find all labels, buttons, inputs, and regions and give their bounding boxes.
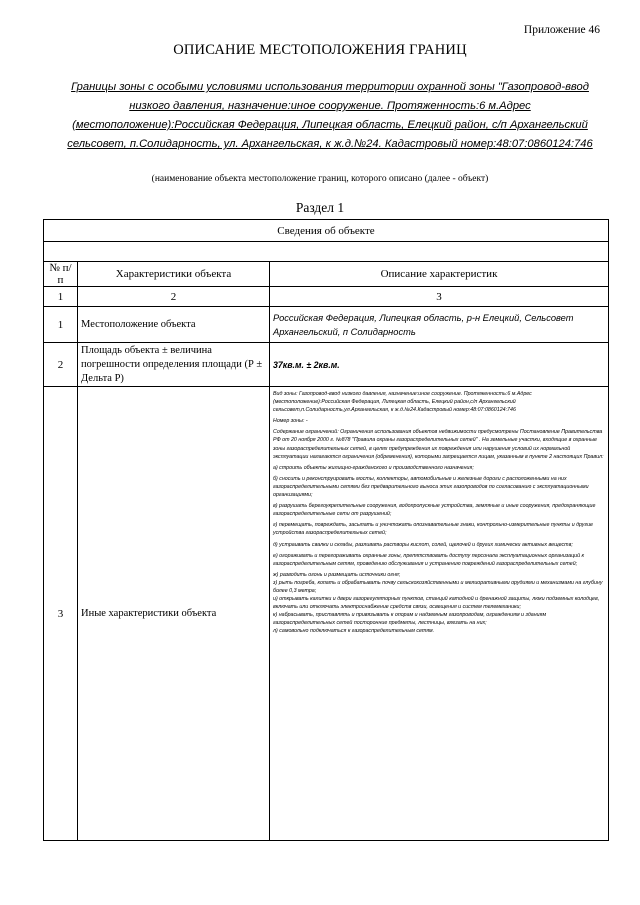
table-row bbox=[44, 343, 609, 387]
restriction-paragraph: а) строить объекты жилищно-гражданского и производственного назначения; bbox=[273, 464, 474, 471]
col-number-2: 2 bbox=[78, 287, 270, 307]
section-title: Раздел 1 bbox=[295, 200, 345, 215]
row-number: 2 bbox=[44, 343, 78, 387]
table-row bbox=[44, 307, 609, 343]
appendix-label: Приложение 46 bbox=[523, 24, 600, 36]
restriction-paragraph: е) огораживать и перегораживать охранные зоны, препятствовать доступу персонала эксплуатационных организаций к газораспределительным сетям, проведению обслуживания и устранению повреждений газораспределительных сетей; bbox=[273, 552, 585, 567]
restriction-paragraph: в) разрушать берегоукрепительные сооружения, водопропускные устройства, земляные и иные сооружения, предохраняющие газораспределительные сети от разрушений; bbox=[273, 503, 596, 518]
row-value: 37кв.м. ± 2кв.м. bbox=[270, 343, 609, 387]
restriction-paragraph: г) перемещать, повреждать, засыпать и уничтожать опознавательные знаки, контрольно-измерительные пункты и другие устройства газораспределительных сетей; bbox=[273, 522, 593, 537]
row-number: 1 bbox=[44, 307, 78, 343]
row-name: Местоположение объекта bbox=[78, 307, 270, 343]
col-number-3: 3 bbox=[270, 287, 609, 307]
row-name: Площадь объекта ± величина погрешности определения площади (Р ± Дельта Р) bbox=[78, 343, 270, 387]
restriction-paragraph: б) сносить и реконструировать мосты, коллекторы, автомобильные и железные дороги с расположенными на них газораспределительными сетями без предварительного выноса этих газопроводов по согласованию с эксплуатационными организациями; bbox=[273, 475, 589, 499]
restriction-paragraph: Номер зоны: - bbox=[273, 418, 308, 425]
row-name: Иные характеристики объекта bbox=[78, 387, 270, 841]
empty-row bbox=[44, 242, 609, 262]
restriction-paragraph: Содержание ограничений: Ограничения использования объектов недвижимости предусмотрены Постановление Правительства РФ от 20 ноября 2000 г. №878 "Правила охраны газораспределительных сетей" . На земельные участки, входящие в охранные зоны газораспределительных сетей, в целях предупреждения их повреждения или нарушения условий их нормальной эксплуатации налагаются ограничения (обременения), которыми запрещается лицам, указанным в пункте 2 настоящих Правил: bbox=[273, 429, 604, 460]
document-title: ОПИСАНИЕ МЕСТОПОЛОЖЕНИЯ ГРАНИЦ bbox=[173, 42, 467, 58]
other-characteristics bbox=[270, 387, 609, 841]
restriction-paragraph: Вид зоны: Газопровод-ввод низкого давления, назначение:иное сооружение. Протяженность:6 м.Адрес (местоположение):Российская Федерация, Липецкая область, Елецкий район,с/п Архангельский сельсовет,п.Солидарность,ул.Архангельская, к ж.д.№24.Кадастровый номер:48:07:0860124:746 bbox=[273, 391, 532, 414]
row-number: 3 bbox=[44, 387, 78, 841]
col-header-characteristics: Характеристики объекта bbox=[78, 262, 270, 287]
row-value: Российская Федерация, Липецкая область, р-н Елецкий, Сельсовет Архангельский, п Солидарность bbox=[270, 307, 609, 343]
col-header-description: Описание характеристик bbox=[270, 262, 609, 287]
restriction-line: к) набрасывать, приставлять и привязывать к опорам и надземным газопроводам, ограждениям и зданиям газораспределительных сетей посторонние предметы, лестницы, влезать на них; bbox=[273, 612, 547, 627]
restriction-paragraph: д) устраивать свалки и склады, разливать растворы кислот, солей, щелочей и других химически активных веществ; bbox=[273, 541, 573, 548]
restriction-line: и) открывать калитки и двери газорегуляторных пунктов, станций катодной и дренажной защиты, люки подземных колодцев, включать или отключать электроснабжение средств связи, освещения и систем телемеханики; bbox=[273, 596, 600, 611]
object-caption: (наименование объекта местоположение границ, которого описано (далее - объект) bbox=[151, 174, 489, 184]
zone-description: Границы зоны с особыми условиями использования территории охранной зоны "Газопровод-ввод низкого давления, назначение:иное сооружение. Протяженность:6 м.Адрес (местоположение):Российская Федерация, Липецкая область, Елецкий район, с/п Архангельский сельсовет, п.Солидарность, ул. Архангельская, к ж.д.№24. Кадастровый номер:48:07:0860124:746 bbox=[67, 81, 593, 150]
restriction-paragraph: ж) разводить огонь и размещать источники огня; bbox=[273, 571, 401, 578]
col-header-num: № п/п bbox=[44, 262, 78, 287]
restriction-line: л) самовольно подключаться к газораспределительным сетям. bbox=[273, 628, 435, 635]
col-number-1: 1 bbox=[44, 287, 78, 307]
table-row bbox=[44, 387, 609, 841]
table-title: Сведения об объекте bbox=[44, 220, 609, 242]
object-info-table bbox=[43, 219, 609, 841]
restriction-line: з) рыть погреба, копать и обрабатывать почву сельскохозяйственными и мелиоративными орудиями и механизмами на глубину более 0,3 метра; bbox=[273, 579, 603, 594]
